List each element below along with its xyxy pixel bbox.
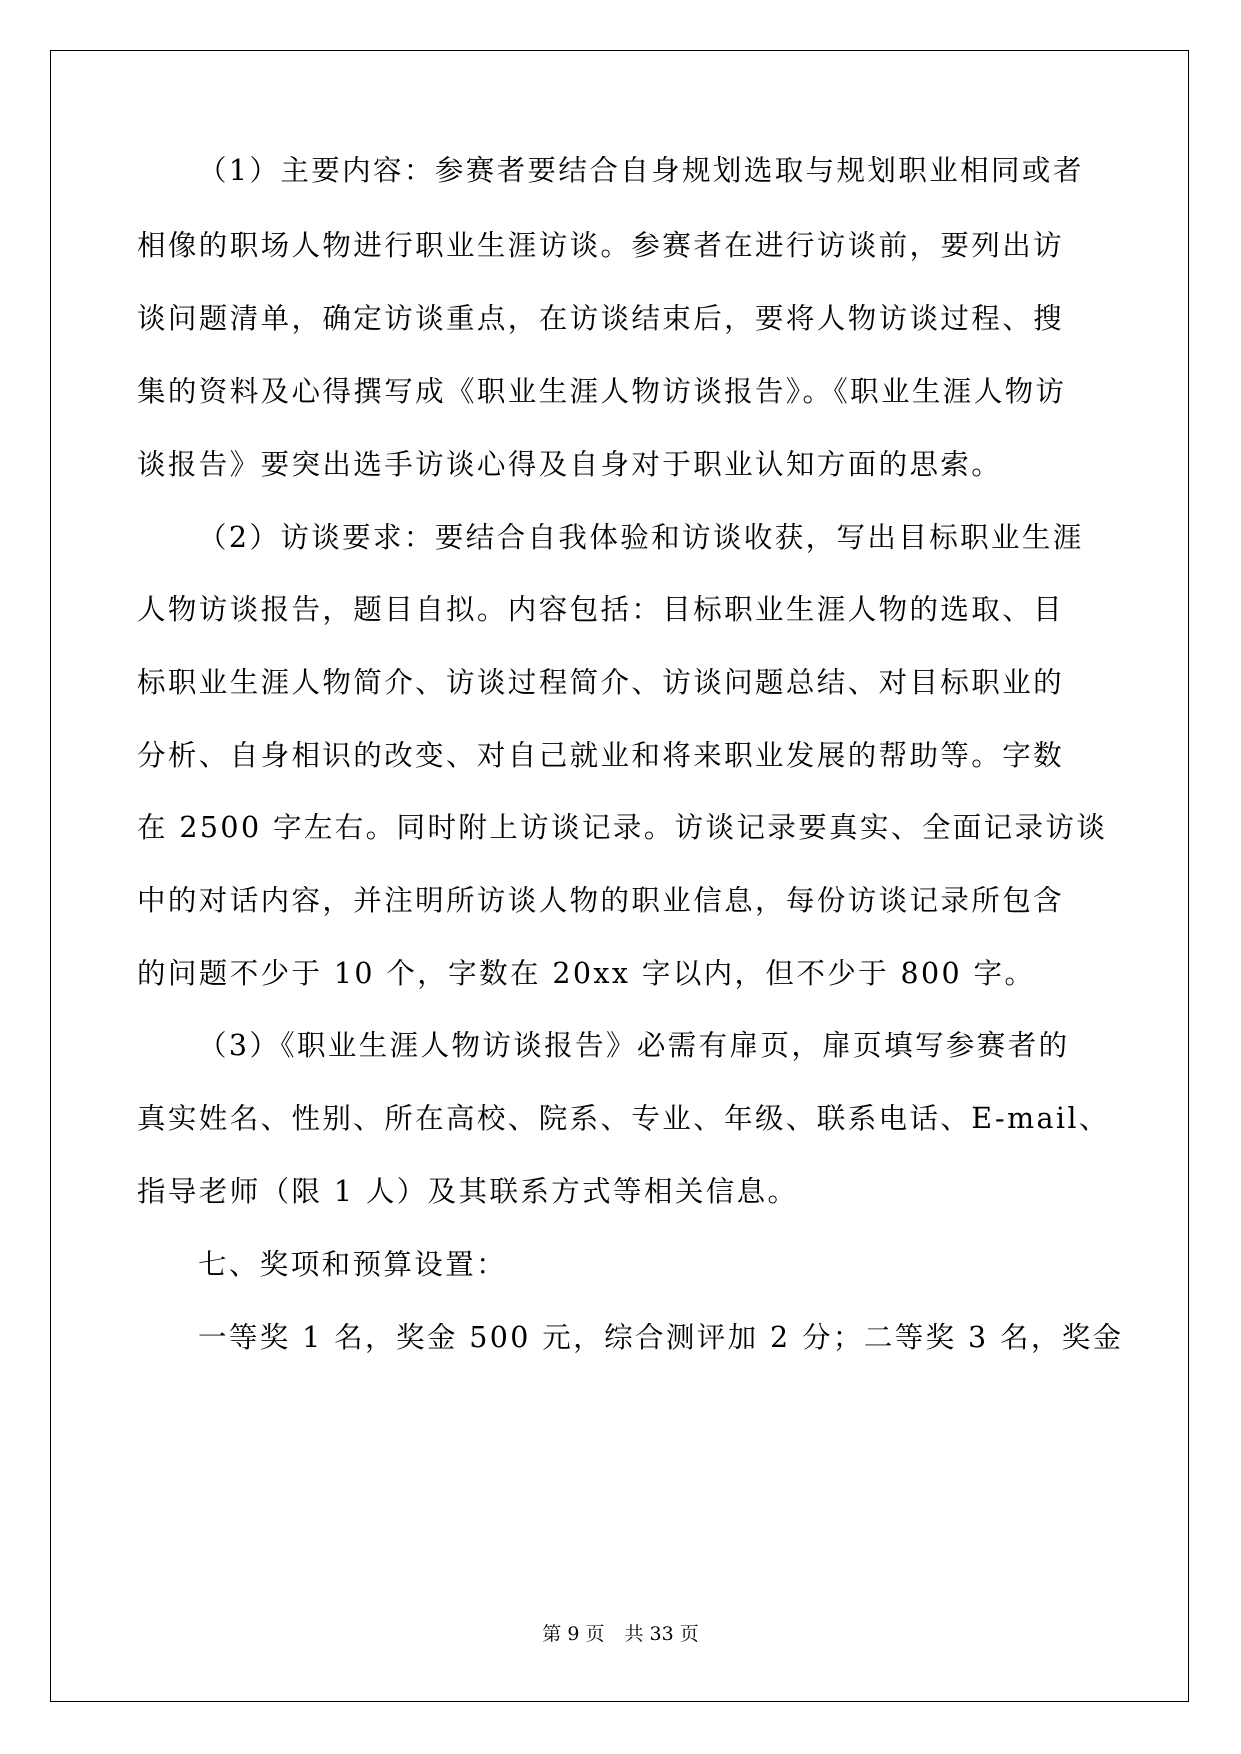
section-heading-awards: 七、奖项和预算设置： [198,1248,508,1281]
paragraph-2-line-4: 分析、自身相识的改变、对自己就业和将来职业发展的帮助等。字数 [137,739,1065,772]
paragraph-2-line-1: （2）访谈要求：要结合自我体验和访谈收获，写出目标职业生涯 [198,521,1084,554]
paragraph-2-line-5: 在 2500 字左右。同时附上访谈记录。访谈记录要真实、全面记录访谈 [137,811,1108,844]
paragraph-2-line-3: 标职业生涯人物简介、访谈过程简介、访谈问题总结、对目标职业的 [137,666,1065,699]
page-number: 第 9 页 [542,1623,605,1645]
paragraph-2-line-2: 人物访谈报告，题目自拟。内容包括：目标职业生涯人物的选取、目 [137,593,1065,626]
page-frame [50,50,1189,1702]
page-footer [0,1622,1241,1646]
paragraph-1-line-1: （1）主要内容：参赛者要结合自身规划选取与规划职业相同或者 [198,154,1084,187]
paragraph-1-line-4: 集的资料及心得撰写成《职业生涯人物访谈报告》。《职业生涯人物访 [137,375,1067,408]
page-total: 共 33 页 [624,1623,699,1645]
paragraph-2-line-6: 中的对话内容，并注明所访谈人物的职业信息，每份访谈记录所包含 [137,884,1065,917]
paragraph-3-line-2: 真实姓名、性别、所在高校、院系、专业、年级、联系电话、E-mail、 [137,1102,1110,1135]
paragraph-2-line-7: 的问题不少于 10 个，字数在 20xx 字以内，但不少于 800 字。 [137,957,1036,990]
paragraph-1-line-2: 相像的职场人物进行职业生涯访谈。参赛者在进行访谈前，要列出访 [137,229,1065,262]
paragraph-1-line-3: 谈问题清单，确定访谈重点，在访谈结束后，要将人物访谈过程、搜 [137,302,1065,335]
paragraph-4-line-1: 一等奖 1 名，奖金 500 元，综合测评加 2 分；二等奖 3 名，奖金 [198,1321,1124,1354]
paragraph-3-line-1: （3）《职业生涯人物访谈报告》必需有扉页，扉页填写参赛者的 [198,1029,1070,1062]
paragraph-1-line-5: 谈报告》要突出选手访谈心得及自身对于职业认知方面的思索。 [137,448,1003,481]
paragraph-3-line-3: 指导老师（限 1 人）及其联系方式等相关信息。 [137,1175,799,1208]
